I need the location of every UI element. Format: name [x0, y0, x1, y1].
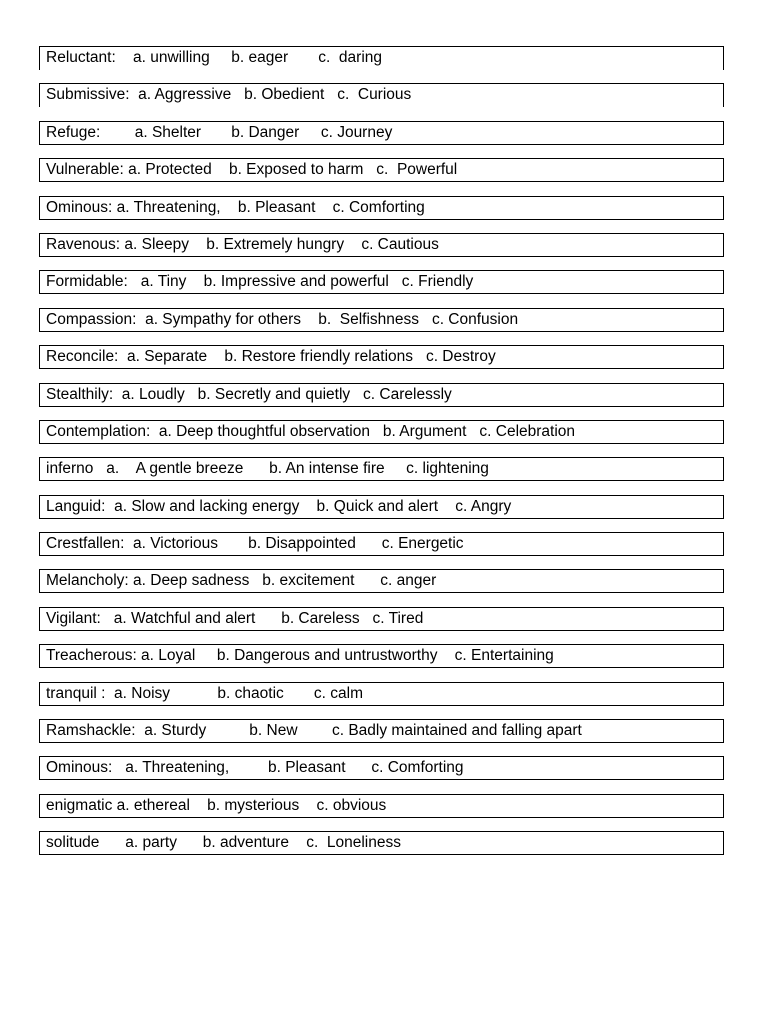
question-row-languid: Languid: a. Slow and lacking energy b. Quick and alert c. Angry: [39, 495, 724, 519]
question-row-vigilant: Vigilant: a. Watchful and alert b. Careless c. Tired: [39, 607, 724, 631]
question-row-refuge: Refuge: a. Shelter b. Danger c. Journey: [39, 121, 724, 145]
question-row-submissive: Submissive: a. Aggressive b. Obedient c. Curious: [39, 83, 724, 107]
question-row-compassion: Compassion: a. Sympathy for others b. Selfishness c. Confusion: [39, 308, 724, 332]
question-row-ramshackle: Ramshackle: a. Sturdy b. New c. Badly maintained and falling apart: [39, 719, 724, 743]
question-row-solitude: solitude a. party b. adventure c. Loneliness: [39, 831, 724, 855]
question-row-crestfallen: Crestfallen: a. Victorious b. Disappointed c. Energetic: [39, 532, 724, 556]
question-row-formidable: Formidable: a. Tiny b. Impressive and powerful c. Friendly: [39, 270, 724, 294]
question-row-ominous-repeat: Ominous: a. Threatening, b. Pleasant c. Comforting: [39, 756, 724, 780]
question-row-enigmatic: enigmatic a. ethereal b. mysterious c. obvious: [39, 794, 724, 818]
question-row-vulnerable: Vulnerable: a. Protected b. Exposed to harm c. Powerful: [39, 158, 724, 182]
question-row-melancholy: Melancholy: a. Deep sadness b. excitement c. anger: [39, 569, 724, 593]
vocabulary-worksheet: [39, 46, 724, 869]
question-row-stealthily: Stealthily: a. Loudly b. Secretly and quietly c. Carelessly: [39, 383, 724, 407]
question-row-ravenous: Ravenous: a. Sleepy b. Extremely hungry c. Cautious: [39, 233, 724, 257]
question-row-reluctant: Reluctant: a. unwilling b. eager c. daring: [39, 46, 724, 70]
question-row-tranquil: tranquil : a. Noisy b. chaotic c. calm: [39, 682, 724, 706]
question-row-ominous: Ominous: a. Threatening, b. Pleasant c. Comforting: [39, 196, 724, 220]
question-row-reconcile: Reconcile: a. Separate b. Restore friendly relations c. Destroy: [39, 345, 724, 369]
question-row-contemplation: Contemplation: a. Deep thoughtful observation b. Argument c. Celebration: [39, 420, 724, 444]
question-row-treacherous: Treacherous: a. Loyal b. Dangerous and untrustworthy c. Entertaining: [39, 644, 724, 668]
question-row-inferno: inferno a. A gentle breeze b. An intense fire c. lightening: [39, 457, 724, 481]
